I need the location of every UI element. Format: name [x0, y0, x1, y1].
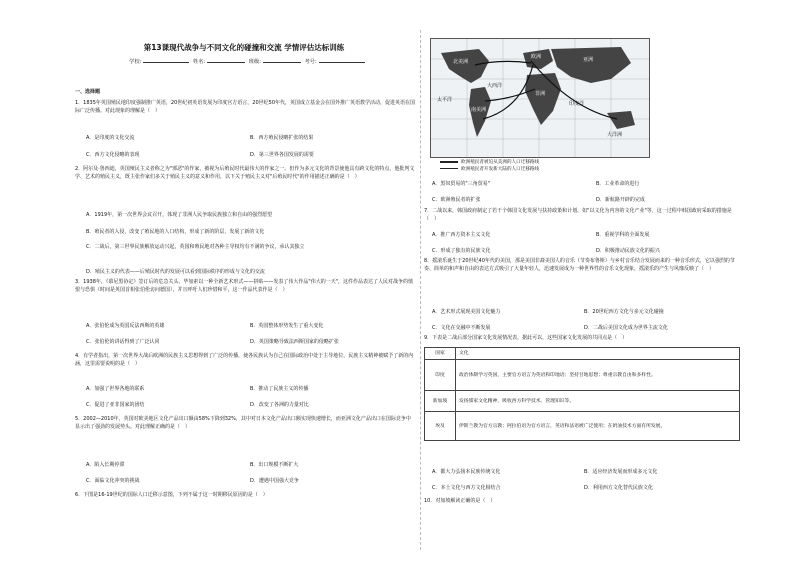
- map-legend-1: 欧洲殖民者被迫从美洲的人口迁移路线: [440, 159, 539, 165]
- table-header-row: [425, 348, 740, 360]
- table-row: [425, 412, 740, 441]
- question-1: 1．1835年英国殖民地印度强制推广英语，20世纪初英语发展为印度官方语言，20世纪50年代，英国成立基金会在国外推广英语教学活动，促进英语在国际广泛传播。对此现象的理解是（ ）: [75, 100, 416, 115]
- school-field[interactable]: [143, 57, 189, 63]
- migration-map: [430, 38, 650, 158]
- q8-option-d[interactable]: D．二战后美国文化成为世界主流文化: [584, 325, 668, 331]
- table-row: [425, 360, 740, 391]
- map-label-atlantic: 大西洋: [487, 83, 503, 89]
- q7-option-b[interactable]: B．重视学科的全面发展: [596, 232, 650, 238]
- class-label: 班级:: [248, 59, 261, 65]
- q1-option-b[interactable]: B．西方殖民侵略扩张的结果: [250, 135, 314, 141]
- question-7: 7．二战以来，韩国政府制定了若干个韩国文化发展与扶持政策和计划，如"以文化为内容的文化产业"等，这一过程中韩国政府采取的措施是（ ）: [424, 208, 732, 223]
- student-info-row: [80, 57, 416, 65]
- map-legend-2: 欧洲殖民者开发新大陆的人口迁移路线: [440, 166, 539, 172]
- q6-option-a[interactable]: A．黑奴贸易的"三角贸易": [432, 181, 491, 187]
- world-map-graphic: [431, 39, 649, 157]
- q3-option-a[interactable]: A．张伯伦成为英国反法西斯的英雄: [86, 323, 165, 329]
- q9-option-d[interactable]: D．利用西方文化替代民族文化: [584, 485, 653, 491]
- q2-option-d[interactable]: D．殖民主义的代表——后殖民时代的发展可以看到国际秩序的形成与文化的交流: [86, 269, 265, 275]
- q4-option-a[interactable]: A．加强了世界各地的联系: [86, 386, 145, 392]
- column-divider: [420, 30, 421, 550]
- question-3: 3．1938年，《慕尼黑协定》签订后的危急关头，毕加索以一种全新艺术形式——拼贴——发表了伟大作品"伟大的一天"，这件作品表达了人民对战争的愤恨与恐惧（时间是英国首相张伯伦访问德国），并且呼吁人们珍惜和平，这一作品代表作是（ ）: [75, 279, 414, 294]
- q9-option-a[interactable]: A．都大力弘扬本民族传统文化: [432, 469, 501, 475]
- q1-option-a[interactable]: A．是印度的文化交流: [86, 135, 135, 141]
- q7-option-a[interactable]: A．推广西方资本主义文化: [432, 232, 491, 238]
- page-title: 第13课现代战争与不同文化的碰撞和交流 学情评估达标训练: [143, 43, 345, 52]
- q2-option-a[interactable]: A．1919年，第一次世界会议召开，体现了非洲人民争取民族独立和自由的强烈愿望: [86, 212, 273, 218]
- table-cell: 埃及: [425, 412, 456, 441]
- q7-option-c[interactable]: C．形成了独有的民族文化: [432, 248, 491, 254]
- school-label: 学校:: [129, 59, 142, 65]
- table-cell: 政治体制学习英国，主要官方语言为英语和印地语；坚持甘地思想；尊重宗教自由和多样性。: [456, 360, 740, 391]
- q5-option-c[interactable]: C．面临文化冲突的挑战: [86, 478, 140, 484]
- q8-option-c[interactable]: C．文化在交融中不断发展: [432, 325, 491, 331]
- exam-no-field[interactable]: [319, 57, 365, 63]
- q2-option-b[interactable]: B．殖民者的入侵，改变了殖民地的人口结构，形成了新的阶层，发展了新的文化: [86, 229, 265, 235]
- map-label-south-america: 南美洲: [471, 107, 487, 113]
- table-cell: 印度: [425, 360, 456, 391]
- q6-option-b[interactable]: B．工业革命的进行: [596, 181, 640, 187]
- q1-option-d[interactable]: D．第三世界各国发展的需要: [250, 152, 314, 158]
- q9-option-b[interactable]: B．适应经济发展而形成多元文化: [584, 469, 658, 475]
- q8-option-a[interactable]: A．艺术形式展现美国文化魅力: [432, 309, 501, 315]
- legend-thin-line: [440, 168, 458, 169]
- q2-option-c[interactable]: C．二战后，第三世界民族解放运动兴起，英国和殖民地对各种主导权均有不满的争议，承认其独立: [86, 244, 305, 250]
- q4-option-b[interactable]: B．推动了民族主义的传播: [250, 386, 309, 392]
- section-heading: 一、选择题: [75, 89, 101, 95]
- q5-option-d[interactable]: D．遭遇中国强大竞争: [250, 478, 299, 484]
- q1-option-c[interactable]: C．西方文化侵略的表现: [86, 152, 140, 158]
- table-cell: 新加坡: [425, 391, 456, 412]
- question-10: 10．对加坡解读正确的是（ ）: [424, 498, 496, 504]
- q6-option-d[interactable]: D．新航路开辟的完成: [596, 197, 645, 203]
- q3-option-c[interactable]: C．张伯伦的讲话得到了广泛认同: [86, 339, 160, 345]
- name-field[interactable]: [207, 57, 245, 63]
- table-cell: 发扬儒家文化精神，吸收西方科学技术、管理知识等。: [456, 391, 740, 412]
- map-label-oceania: 大洋洲: [607, 132, 623, 138]
- map-label-asia: 亚洲: [583, 57, 594, 63]
- question-4: 4．有学者指出，第一次世界大战后欧洲的民族主义思想得到了广泛的传播，使各民族认为自己在国际政治中处于主导地位，民族主义精神被赋予了新的内涵，这里需要说明的是（ ）: [75, 353, 414, 368]
- table-row: [425, 391, 740, 412]
- q5-option-a[interactable]: A．陷入长期停滞: [86, 462, 125, 468]
- culture-table: [424, 347, 740, 441]
- q9-option-c[interactable]: C．本土文化与西方文化相结合: [432, 485, 501, 491]
- question-2: 2．阿尔及·鲁西迪，英国殖民主义者称之为"邪恶"的作家，被视为后殖民时代最伟大的作家之一。但作为多元文化的背景使他具有跨文化的特点，他批判文学、艺术的殖民主义，既主张作家们多关于殖民主义的意义和作用，以下关于殖民主义对"后殖民时代"的作用描述正确的是（ ）: [75, 166, 415, 181]
- table-header-cell: 国家: [425, 348, 456, 360]
- map-label-europe: 欧洲: [531, 54, 542, 60]
- question-8: 8．摇滚乐诞生于20世纪40年代的美国，那是美国非裔美国人的音乐（节奏布鲁斯）与乡村音乐结合发展而来的一种音乐形式，它以强烈的节奏、简单的和声和自由的表达方式吸引了大量年轻人，迅速发展成为一种世界性的音乐文化现象，摇滚乐的产生与风靡反映了（ ）: [424, 258, 735, 273]
- q5-option-b[interactable]: B．出口规模不断扩大: [250, 462, 299, 468]
- map-label-indian: 印度洋: [569, 101, 585, 107]
- table-cell: 伊斯兰教为官方宗教；阿拉伯语为官方语言，英语和法语被广泛使用；在奶油技术方面有所发展。: [456, 412, 740, 441]
- legend-thick-line: [440, 161, 458, 163]
- exam-no-label: 考号:: [304, 59, 317, 65]
- q4-option-c[interactable]: C．促进了亚非国家的团结: [86, 402, 145, 408]
- name-label: 姓名:: [193, 59, 206, 65]
- q3-option-b[interactable]: B．英国整体形势发生了重大变化: [250, 323, 324, 329]
- q8-option-b[interactable]: B．20世纪西方文化与多元文化碰撞: [584, 309, 664, 315]
- question-5: 5．2002—2010年，英国对欧美地区文化产品出口额由58%下降到32%，其中对日本文化产品出口额实现快速增长，而亚洲文化产品出口在国际竞争中显示出了强劲的发展势头。对此理解正确的是（ ）: [75, 416, 411, 431]
- map-label-africa: 非洲: [535, 91, 546, 97]
- q3-option-d[interactable]: D．英国策略导致法西斯国家的侵略扩张: [250, 339, 339, 345]
- q4-option-d[interactable]: D．改变了各洲的力量对比: [250, 402, 309, 408]
- class-field[interactable]: [263, 57, 301, 63]
- question-9: 9．下表是二战后部分国家文化发展情况表，据此可以，这些国家文化发展的共同点是（ ）: [424, 335, 628, 341]
- q7-option-d[interactable]: D．积极推动民族文化的振兴: [596, 248, 660, 254]
- map-label-north-america: 北美洲: [453, 59, 469, 65]
- question-6: 6．下图是16-19世纪的国际人口迁移示意图，下列不属于这一时期移民原因的是（ ）: [75, 492, 268, 498]
- q6-option-c[interactable]: C．欧洲殖民者的扩张: [432, 197, 481, 203]
- map-label-pacific: 太平洋: [437, 97, 453, 103]
- table-header-cell: 文化: [456, 348, 740, 360]
